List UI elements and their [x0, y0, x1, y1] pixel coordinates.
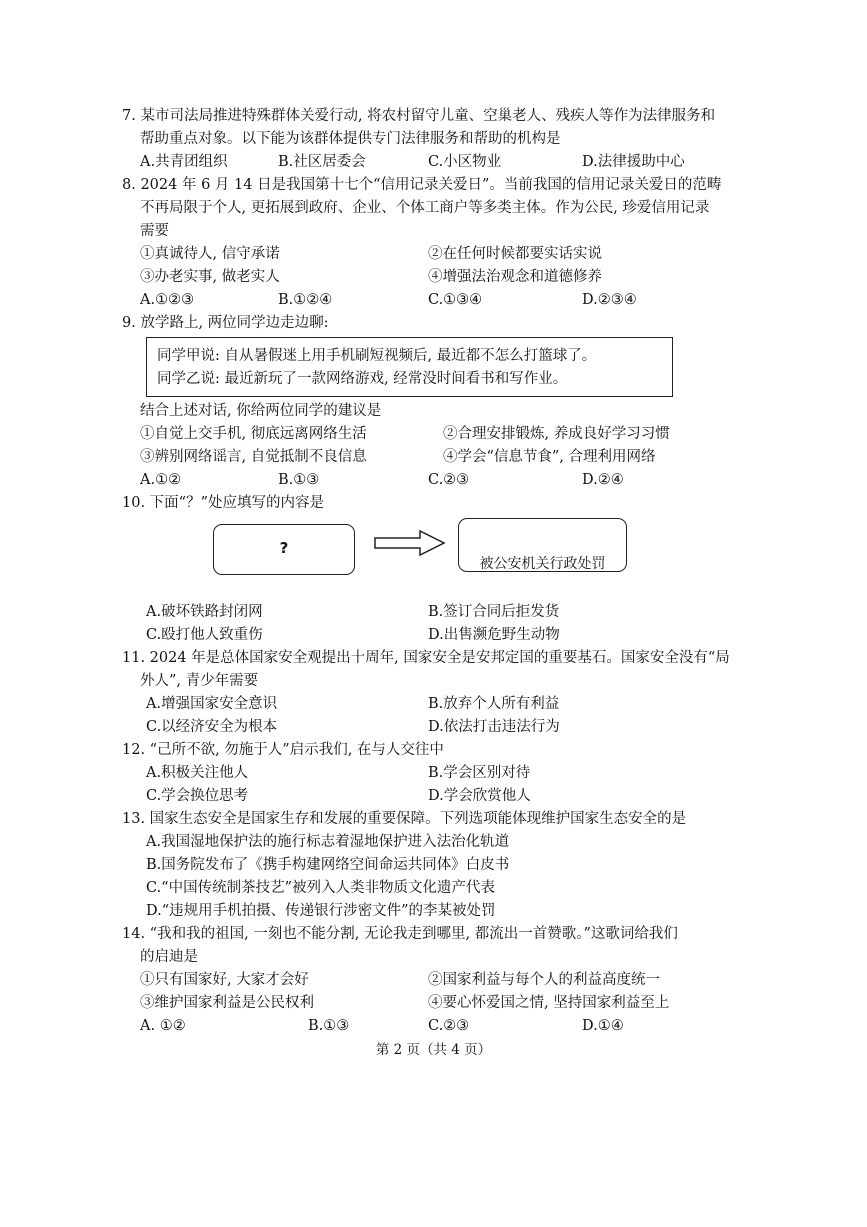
q11-option-b: B.放弃个人所有利益: [428, 696, 560, 712]
q7-option-c: C.小区物业: [428, 154, 502, 170]
q10-stem: 10. 下面“？”处应填写的内容是: [122, 495, 324, 511]
q9-item-3: ③辨别网络谣言, 自觉抵制不良信息: [140, 449, 367, 465]
q14-stem-line-1: 14. “我和我的祖国, 一刻也不能分割, 无论我走到哪里, 都流出一首赞歌。”这歌词给我们: [122, 926, 678, 942]
q7-option-b: B.社区居委会: [278, 154, 366, 170]
q8-stem-line-1: 8. 2024 年 6 月 14 日是我国第十七个“信用记录关爱日”。当前我国的信用记录关爱日的范畴: [122, 177, 722, 193]
q14-option-b: B.①③: [308, 1018, 350, 1034]
q8-stem-line-2: 不再局限于个人, 更拓展到政府、企业、个体工商户等多类主体。作为公民, 珍爱信用记录: [140, 200, 710, 216]
page-footer: 第 2 页（共 4 页）: [375, 1042, 492, 1058]
q14-item-4: ④要心怀爱国之情, 坚持国家利益至上: [428, 995, 670, 1011]
q12-option-b: B.学会区别对待: [428, 765, 531, 781]
q8-item-1: ①真诚待人, 信守承诺: [140, 246, 280, 262]
q9-option-c: C.②③: [428, 472, 470, 488]
q9-item-1: ①自觉上交手机, 彻底远离网络生活: [140, 426, 367, 442]
q12-option-a: A.积极关注他人: [146, 765, 249, 781]
q9-stem: 9. 放学路上, 两位同学边走边聊:: [122, 315, 329, 331]
q9-option-d: D.②④: [582, 472, 624, 488]
q11-option-d: D.依法打击违法行为: [428, 719, 560, 735]
q14-option-d: D.①④: [582, 1018, 624, 1034]
q9-item-4: ④学会“信息节食”, 合理利用网络: [443, 449, 656, 465]
q8-option-d: D.②③④: [582, 292, 637, 308]
q10-question-mark: ?: [279, 539, 289, 557]
q10-result-text: 被公安机关行政处罚: [479, 556, 606, 572]
q11-option-c: C.以经济安全为根本: [146, 719, 278, 735]
q13-option-c: C.“中国传统制茶技艺”被列入人类非物质文化遗产代表: [146, 880, 496, 896]
q7-option-a: A.共青团组织: [140, 154, 228, 170]
arrow-right-icon: [374, 529, 446, 557]
q12-option-d: D.学会欣赏他人: [428, 788, 531, 804]
q9-option-b: B.①③: [278, 472, 320, 488]
q14-item-3: ③维护国家利益是公民权利: [140, 995, 314, 1011]
q11-option-a: A.增强国家安全意识: [146, 696, 278, 712]
q8-stem-line-3: 需要: [140, 223, 169, 239]
q13-option-d: D.“违规用手机拍摄、传递银行涉密文件”的李某被处罚: [146, 903, 496, 919]
q12-stem: 12. “己所不欲, 勿施于人”启示我们, 在与人交往中: [122, 742, 444, 758]
q8-option-c: C.①③④: [428, 292, 483, 308]
q11-stem-line-1: 11. 2024 年是总体国家安全观提出十周年, 国家安全是安邦定国的重要基石。国家安全没有“局: [122, 650, 730, 666]
q8-item-2: ②在任何时候都要实话实说: [428, 246, 602, 262]
q7-stem-line-2: 帮助重点对象。以下能为该群体提供专门法律服务和帮助的机构是: [140, 131, 561, 147]
q9-dialog-line-2: 同学乙说: 最近新玩了一款网络游戏, 经常没时间看书和写作业。: [157, 371, 568, 387]
q13-stem: 13. 国家生态安全是国家生存和发展的重要保障。下列选项能体现维护国家生态安全的是: [122, 811, 687, 827]
q14-item-2: ②国家利益与每个人的利益高度统一: [428, 972, 660, 988]
q13-option-b: B.国务院发布了《携手构建网络空间命运共同体》白皮书: [146, 857, 510, 873]
q10-option-a: A.破坏铁路封闭网: [146, 604, 263, 620]
q7-option-d: D.法律援助中心: [582, 154, 685, 170]
q9-item-2: ②合理安排锻炼, 养成良好学习习惯: [443, 426, 670, 442]
q14-option-c: C.②③: [428, 1018, 470, 1034]
q9-option-a: A.①②: [140, 472, 182, 488]
q14-item-1: ①只有国家好, 大家才会好: [140, 972, 309, 988]
q7-stem-line-1: 7. 某市司法局推进特殊群体关爱行动, 将农村留守儿童、空巢老人、残疾人等作为法律服务和: [122, 108, 716, 124]
q8-option-a: A.①②③: [140, 292, 195, 308]
q10-result-box: [458, 518, 627, 572]
q10-option-b: B.签订合同后拒发货: [428, 604, 560, 620]
q14-stem-line-2: 的启迪是: [140, 949, 198, 965]
q9-dialog-line-1: 同学甲说: 自从暑假迷上用手机刷短视频后, 最近都不怎么打篮球了。: [157, 348, 597, 364]
q14-option-a: A. ①②: [140, 1018, 186, 1034]
q8-item-4: ④增强法治观念和道德修养: [428, 269, 602, 285]
q10-option-c: C.殴打他人致重伤: [146, 627, 263, 643]
q10-unknown-box: [213, 524, 355, 575]
q12-option-c: C.学会换位思考: [146, 788, 249, 804]
q13-option-a: A.我国湿地保护法的施行标志着湿地保护进入法治化轨道: [146, 834, 510, 850]
q10-option-d: D.出售濒危野生动物: [428, 627, 560, 643]
q11-stem-line-2: 外人”, 青少年需要: [140, 673, 259, 689]
q9-dialog-box: [146, 337, 673, 397]
q8-option-b: B.①②④: [278, 292, 333, 308]
q9-prompt: 结合上述对话, 你给两位同学的建议是: [140, 403, 382, 419]
q8-item-3: ③办老实事, 做老实人: [140, 269, 280, 285]
